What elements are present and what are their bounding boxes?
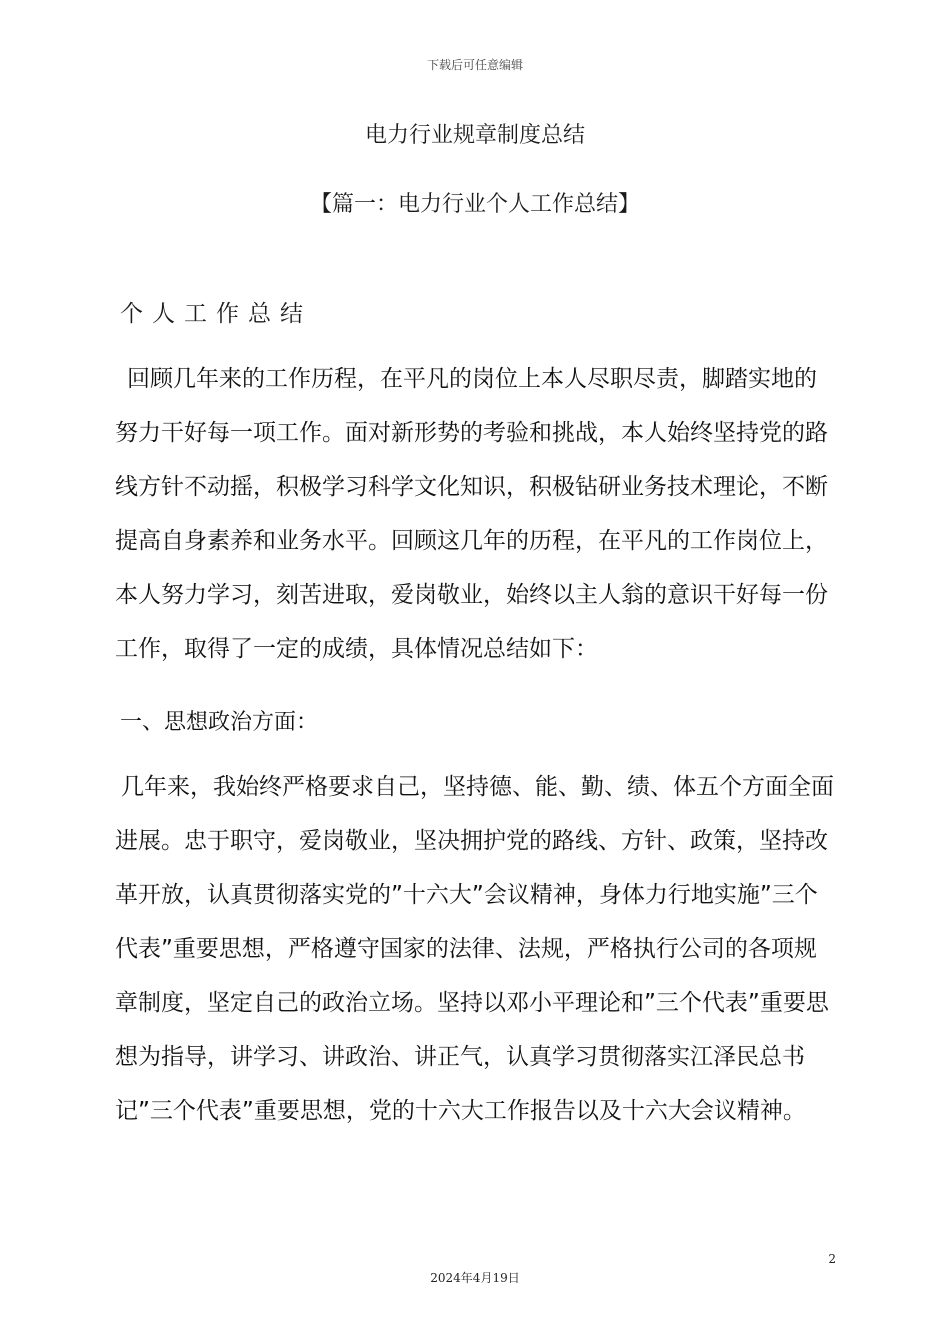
section-heading: 个人工作总结 [120, 301, 312, 327]
page-header-note: 下载后可任意编辑 [426, 58, 523, 72]
subheading-political: 一、思想政治方面： [120, 710, 319, 735]
document-subtitle: 【篇一：电力行业个人工作总结】 [309, 192, 640, 217]
page-footer-date: 2024年4月19日 [430, 1271, 520, 1285]
body-paragraph-political: 几年来，我始终严格要求自己，坚持德、能、勤、绩、体五个方面全面进展。忠于职守，爱岗敬业，坚决拥护党的路线、方针、政策，坚持改革开放，认真贯彻落实党的”十六大”会议精神，身体力行地实施”三个代表”重要思想，严格遵守国家的法律、法规，严格执行公司的各项规章制度，坚定自己的政治立场。坚持以邓小平理论和”三个代表”重要思想为指导，讲学习、讲政治、讲正气，认真学习贯彻落实江泽民总书记”三个代表”重要思想，党的十六大工作报告以及十六大会议精神。 [115, 774, 834, 1124]
page-number: 2 [828, 1252, 836, 1266]
document-title: 电力行业规章制度总结 [364, 123, 585, 148]
body-paragraph-intro: 回顾几年来的工作历程，在平凡的岗位上本人尽职尽责，脚踏实地的努力干好每一项工作。面对新形势的考验和挑战，本人始终坚持党的路线方针不动摇，积极学习科学文化知识，积极钻研业务技术理论，不断提高自身素养和业务水平。回顾这几年的历程，在平凡的工作岗位上，本人努力学习，刻苦进取，爱岗敬业，始终以主人翁的意识干好每一份工作，取得了一定的成绩，具体情况总结如下： [115, 366, 828, 662]
